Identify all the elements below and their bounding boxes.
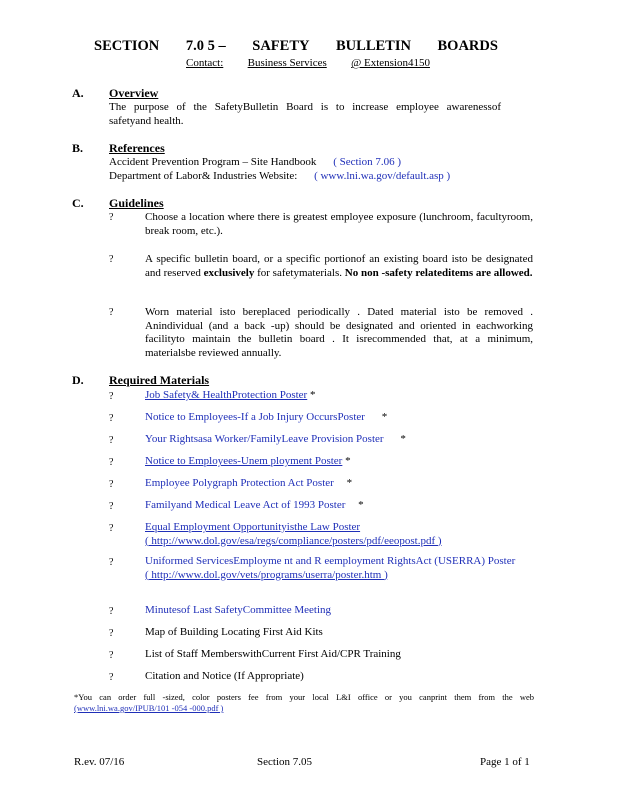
material-text: Citation and Notice (If Appropriate) xyxy=(145,670,304,682)
bullet-marker: ? xyxy=(109,523,114,534)
contact-label: Contact: xyxy=(186,57,224,69)
bullet-marker: ? xyxy=(109,557,114,568)
reference-1 xyxy=(109,156,401,170)
footnote-star: * xyxy=(400,433,406,445)
reference-2-link[interactable]: ( www.lni.wa.gov/default.asp ) xyxy=(314,170,451,182)
material-link[interactable]: Notice to Employees-Unem ployment Poster xyxy=(145,455,343,467)
reference-2-text: Department of Labor& Industries Website: xyxy=(109,170,298,182)
bullet-marker: ? xyxy=(109,254,114,265)
material-text: Familyand Medical Leave Act of 1993 Poster xyxy=(145,499,346,511)
footer-page-number: Page 1 of 1 xyxy=(480,756,530,768)
material-item xyxy=(145,389,533,403)
bullet-marker: ? xyxy=(109,307,114,318)
material-item xyxy=(145,555,533,582)
contact-line xyxy=(186,57,430,69)
footnote-star: * xyxy=(346,477,353,489)
material-item xyxy=(145,521,533,548)
material-text: Map of Building Locating First Aid Kits xyxy=(145,626,323,638)
section-d-heading: Required Materials xyxy=(109,373,210,387)
material-link[interactable]: Job Safety& HealthProtection Poster xyxy=(145,389,308,401)
footer-section: Section 7.05 xyxy=(257,756,312,768)
bullet-marker: ? xyxy=(109,212,114,223)
reference-1-link[interactable]: ( Section 7.06 ) xyxy=(333,156,402,168)
bullet-marker: ? xyxy=(109,672,114,683)
title-section: SECTION xyxy=(94,38,160,54)
footnote-star: * xyxy=(358,499,364,511)
overview-line2: safetyand health. xyxy=(109,115,184,127)
eeo-poster-url[interactable]: ( http://www.dol.gov/esa/regs/compliance/posters/pdf/eeopost.pdf ) xyxy=(145,534,442,547)
contact-extension: @ Extension4150 xyxy=(351,57,430,69)
title-word-bulletin: BULLETIN xyxy=(336,38,411,54)
section-a-heading: Overview xyxy=(109,86,159,100)
bullet-marker: ? xyxy=(109,628,114,639)
title-number: 7.0 5 – xyxy=(185,38,226,54)
material-item xyxy=(145,499,533,513)
material-text: Your Rightsasa Worker/FamilyLeave Provision Poster xyxy=(145,433,384,445)
guideline-1: Choose a location where there is greatest employee exposure (lunchroom, facultyroom, break room, etc.). xyxy=(145,211,533,237)
contact-dept: Business Services xyxy=(247,57,327,69)
bullet-marker: ? xyxy=(109,391,114,402)
material-item xyxy=(145,411,533,425)
material-item xyxy=(145,477,533,491)
reference-2 xyxy=(109,170,450,184)
material-item xyxy=(145,433,533,447)
footnote-star: * xyxy=(381,411,388,423)
bullet-marker: ? xyxy=(109,413,114,424)
footnote-link[interactable]: (www.lni.wa.gov/IPUB/101 -054 -000.pdf ) xyxy=(74,703,224,713)
guideline-2-warning: No non -safety relateditems are allowed. xyxy=(344,266,533,279)
bullet-marker: ? xyxy=(109,501,114,512)
material-text: List of Staff MemberswithCurrent First Aid/CPR Training xyxy=(145,648,401,660)
guideline-2-text: A specific bulletin board, or a specific portionof an existing board isto be designated and reserved xyxy=(145,253,533,279)
bullet-marker: ? xyxy=(109,606,114,617)
footnote-star: * xyxy=(345,455,351,467)
material-link[interactable]: Equal Employment Opportunityisthe Law Poster xyxy=(145,521,361,533)
bullet-marker: ? xyxy=(109,650,114,661)
section-b-heading: References xyxy=(109,141,165,155)
section-c-heading: Guidelines xyxy=(109,196,164,210)
reference-1-text: Accident Prevention Program – Site Handbook xyxy=(109,156,317,168)
guideline-2 xyxy=(145,253,533,280)
bullet-marker: ? xyxy=(109,435,114,446)
section-b-letter: B. xyxy=(72,141,84,155)
title-word-boards: BOARDS xyxy=(437,38,498,54)
footnote-text: *You can order full -sized, color posters fee from your local L&I office or you canprint them from the web xyxy=(74,692,534,702)
footnote-star: * xyxy=(309,389,316,401)
section-c-letter: C. xyxy=(72,196,84,210)
guideline-2-text-2: for safetymaterials. xyxy=(257,266,343,279)
material-text: Employee Polygraph Protection Act Poster xyxy=(145,477,334,489)
guideline-2-emphasis: exclusively xyxy=(203,266,255,279)
bullet-marker: ? xyxy=(109,479,114,490)
section-a-letter: A. xyxy=(72,86,84,100)
footer-revision: R.ev. 07/16 xyxy=(74,756,125,768)
footnote xyxy=(74,692,534,714)
bullet-marker: ? xyxy=(109,457,114,468)
material-text: Minutesof Last SafetyCommittee Meeting xyxy=(145,604,332,616)
material-text: Uniformed ServicesEmployme nt and R eemployment RightsAct (USERRA) Poster xyxy=(145,555,516,567)
material-text: Notice to Employees-If a Job Injury OccursPoster xyxy=(145,411,365,423)
section-d-letter: D. xyxy=(72,373,84,387)
material-item xyxy=(145,455,533,469)
page-title xyxy=(94,38,498,55)
overview-line1: The purpose of the SafetyBulletin Board is to increase employee awarenessof xyxy=(109,101,501,113)
userra-poster-url[interactable]: ( http://www.dol.gov/vets/programs/userra/poster.htm ) xyxy=(145,568,388,581)
guideline-3: Worn material isto bereplaced periodically . Dated material isto be removed . Anindividual (and a back -up) should be designated and oriented in eachworking facilityto maintain the bulletin board . It isrecommended that, at a minimum, materialsbe reviewed annually. xyxy=(145,306,533,359)
title-word-safety: SAFETY xyxy=(252,38,310,54)
